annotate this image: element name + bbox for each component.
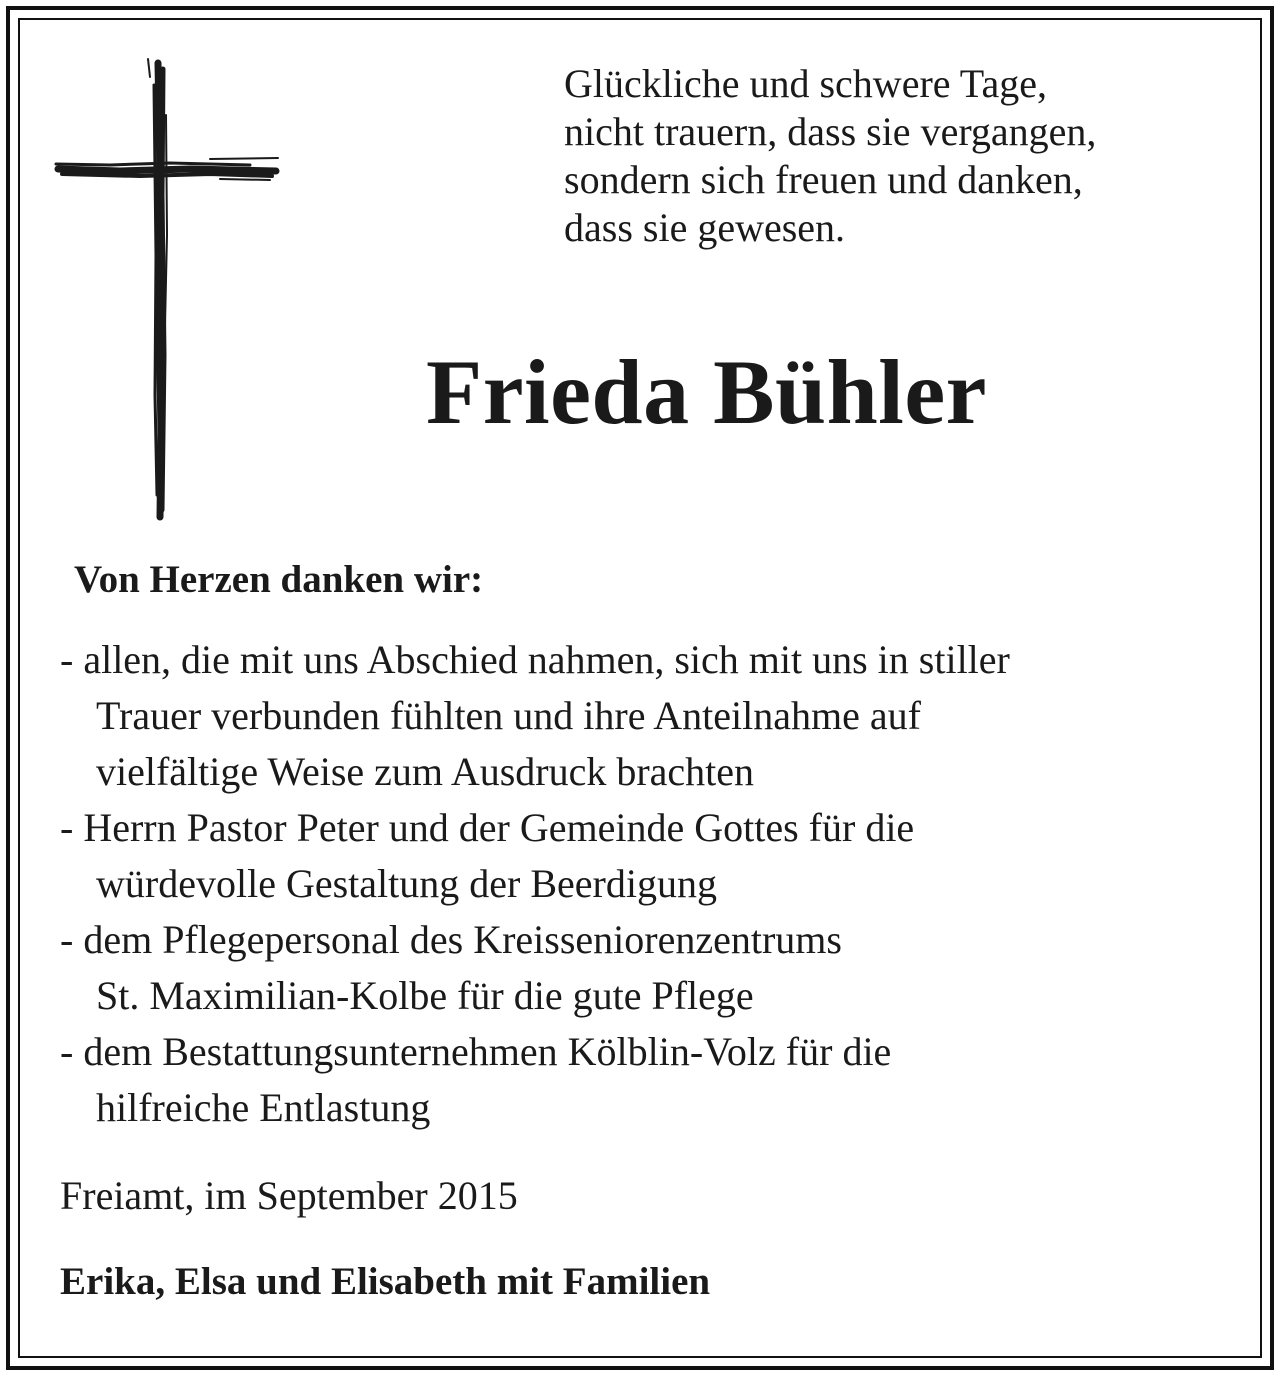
thanks-item-line: - dem Bestattungsunternehmen Kölblin-Volz für die xyxy=(60,1029,892,1074)
place-date: Freiamt, im September 2015 xyxy=(60,1173,518,1218)
thanks-item-line: vielfältige Weise zum Ausdruck brachten xyxy=(96,749,755,794)
verse-line: Glückliche und schwere Tage, xyxy=(564,61,1047,106)
thanks-item-line: - Herrn Pastor Peter und der Gemeinde Gottes für die xyxy=(60,805,915,850)
thanks-item-line: hilfreiche Entlastung xyxy=(96,1085,431,1130)
deceased-name: Frieda Bühler xyxy=(426,341,988,443)
cross-icon xyxy=(50,55,285,525)
thanks-heading: Von Herzen danken wir: xyxy=(74,558,484,601)
thanks-item-line: würdevolle Gestaltung der Beerdigung xyxy=(96,861,717,906)
thanks-item xyxy=(60,1024,1010,1136)
thanks-item xyxy=(60,912,1010,1024)
thanks-item-line: - dem Pflegepersonal des Kreisseniorenzentrums xyxy=(60,917,842,962)
verse-line: nicht trauern, dass sie vergangen, xyxy=(564,109,1097,154)
thanks-list xyxy=(60,632,1010,1136)
thanks-item-line: Trauer verbunden fühlten und ihre Anteilnahme auf xyxy=(96,693,921,738)
thanks-item xyxy=(60,800,1010,912)
thanks-item-line: St. Maximilian-Kolbe für die gute Pflege xyxy=(96,973,754,1018)
verse-line: sondern sich freuen und danken, xyxy=(564,157,1083,202)
signature: Erika, Elsa und Elisabeth mit Familien xyxy=(60,1260,711,1303)
thanks-item xyxy=(60,632,1010,800)
verse xyxy=(564,60,1096,252)
verse-line: dass sie gewesen. xyxy=(564,205,846,250)
thanks-item-line: - allen, die mit uns Abschied nahmen, sich mit uns in stiller xyxy=(60,637,1010,682)
